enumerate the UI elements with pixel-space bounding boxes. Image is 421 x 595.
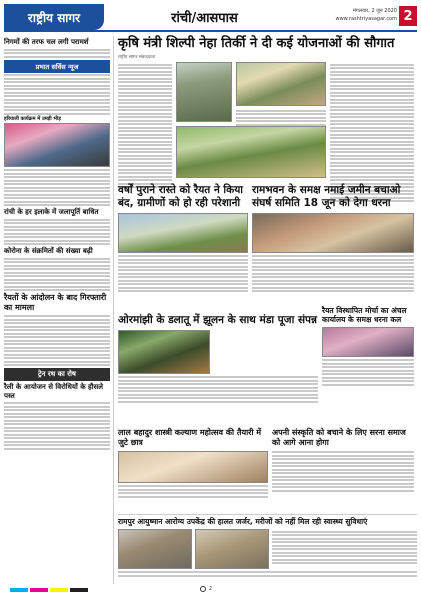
right-text-col [330, 62, 414, 204]
left-mid-headline: रांची के हर इलाके में जलापूर्ति बाधित [4, 208, 99, 216]
story6 [118, 428, 268, 499]
left-column [4, 36, 114, 584]
story3 [252, 184, 414, 294]
date-line: मंगलवार, 2 जून 2020 www.rashtriyasagar.com [335, 8, 397, 22]
photo-caption: हरियाली कार्यक्रम में उमड़ी भीड़ [4, 116, 61, 122]
text-block [118, 571, 417, 577]
photo-road [118, 213, 248, 253]
photo-crowd [236, 62, 326, 106]
left-top-headline: निगमों की तरफ चल लगी परामर्श [4, 38, 89, 46]
page-footer [4, 586, 417, 592]
news-photo [4, 123, 110, 167]
photo-protest [252, 213, 414, 253]
masthead [4, 4, 417, 32]
story6-headline: लाल बहादुर शास्त्री कल्याण महोत्सव की तैयारी में जुटे छात्र [118, 428, 262, 447]
story3-headline: रामभवन के समक्ष नमाई जमीन बचाओ संघर्ष समिति 18 जून को देगा धरना [252, 184, 401, 209]
photo-dharna [322, 327, 414, 357]
text-block [4, 219, 110, 246]
photo-ceremony [176, 62, 232, 122]
story7-headline: अपनी संस्कृति को बचाने के लिए सरना समाज को आगे आना होगा [272, 428, 406, 447]
text-block [4, 402, 110, 450]
story2-headline: वर्षों पुराने रास्ते को रैयत ने किया बंद, ग्रामीणों को हो रही परेशानी [118, 184, 244, 209]
story5-headline: रैयत विस्थापित मोर्चा का अंचल कार्यालय के समक्ष धरना कल [322, 306, 407, 324]
story4-headline: ओरमांझी के डलातू में झूलन के साथ मंडा पूजा संपन्न [118, 314, 317, 326]
left-headline-2: कोरोना के संक्रमितों की संख्या बढ़ी [4, 247, 93, 255]
photo-building-1 [118, 529, 192, 569]
text-block [4, 49, 110, 58]
text-block [4, 258, 110, 292]
text-block [272, 529, 417, 569]
byline: राष्ट्रीय सागर संवाददाता [118, 55, 156, 60]
photo-puja [118, 330, 210, 374]
left-bottom-headline: रैली के आयोजन से विरोधियों के हौसले पस्त [4, 382, 104, 400]
main-area [118, 36, 417, 584]
story-text-col [118, 62, 172, 190]
page-number: 2 [399, 6, 417, 26]
photo-students [118, 451, 268, 483]
bottom-headline: रामपुर आयुष्मान आरोग्य उपकेंद्र की हालत जर्जर, मरीजों को नहीं मिल रही स्वास्थ्य सुविधाएं [118, 514, 417, 526]
story5 [322, 306, 414, 387]
text-block [4, 315, 110, 366]
bottom-story [118, 514, 417, 578]
story2 [118, 184, 248, 294]
story4 [118, 314, 318, 404]
newspaper-logo: राष्ट्रीय सागर [4, 4, 104, 30]
photo-field [176, 126, 326, 178]
section-title: रांची/आसपास [171, 11, 238, 26]
left-section-band: ट्रेन रथ का रोष [4, 368, 110, 381]
top-headline: कृषि मंत्री शिल्पी नेहा तिर्की ने दी कई योजनाओं की सौगात [118, 36, 395, 51]
left-headline-3: रैयतों के आंदोलन के बाद गिरफ्तारी का मामला [4, 293, 107, 312]
footer-page-number: 2 [208, 586, 213, 592]
text-block [4, 74, 110, 115]
story7 [272, 428, 414, 493]
left-box-title: प्रभात सर्विस न्यूज [4, 60, 110, 73]
text-block [4, 169, 110, 206]
photo-building-2 [195, 529, 269, 569]
